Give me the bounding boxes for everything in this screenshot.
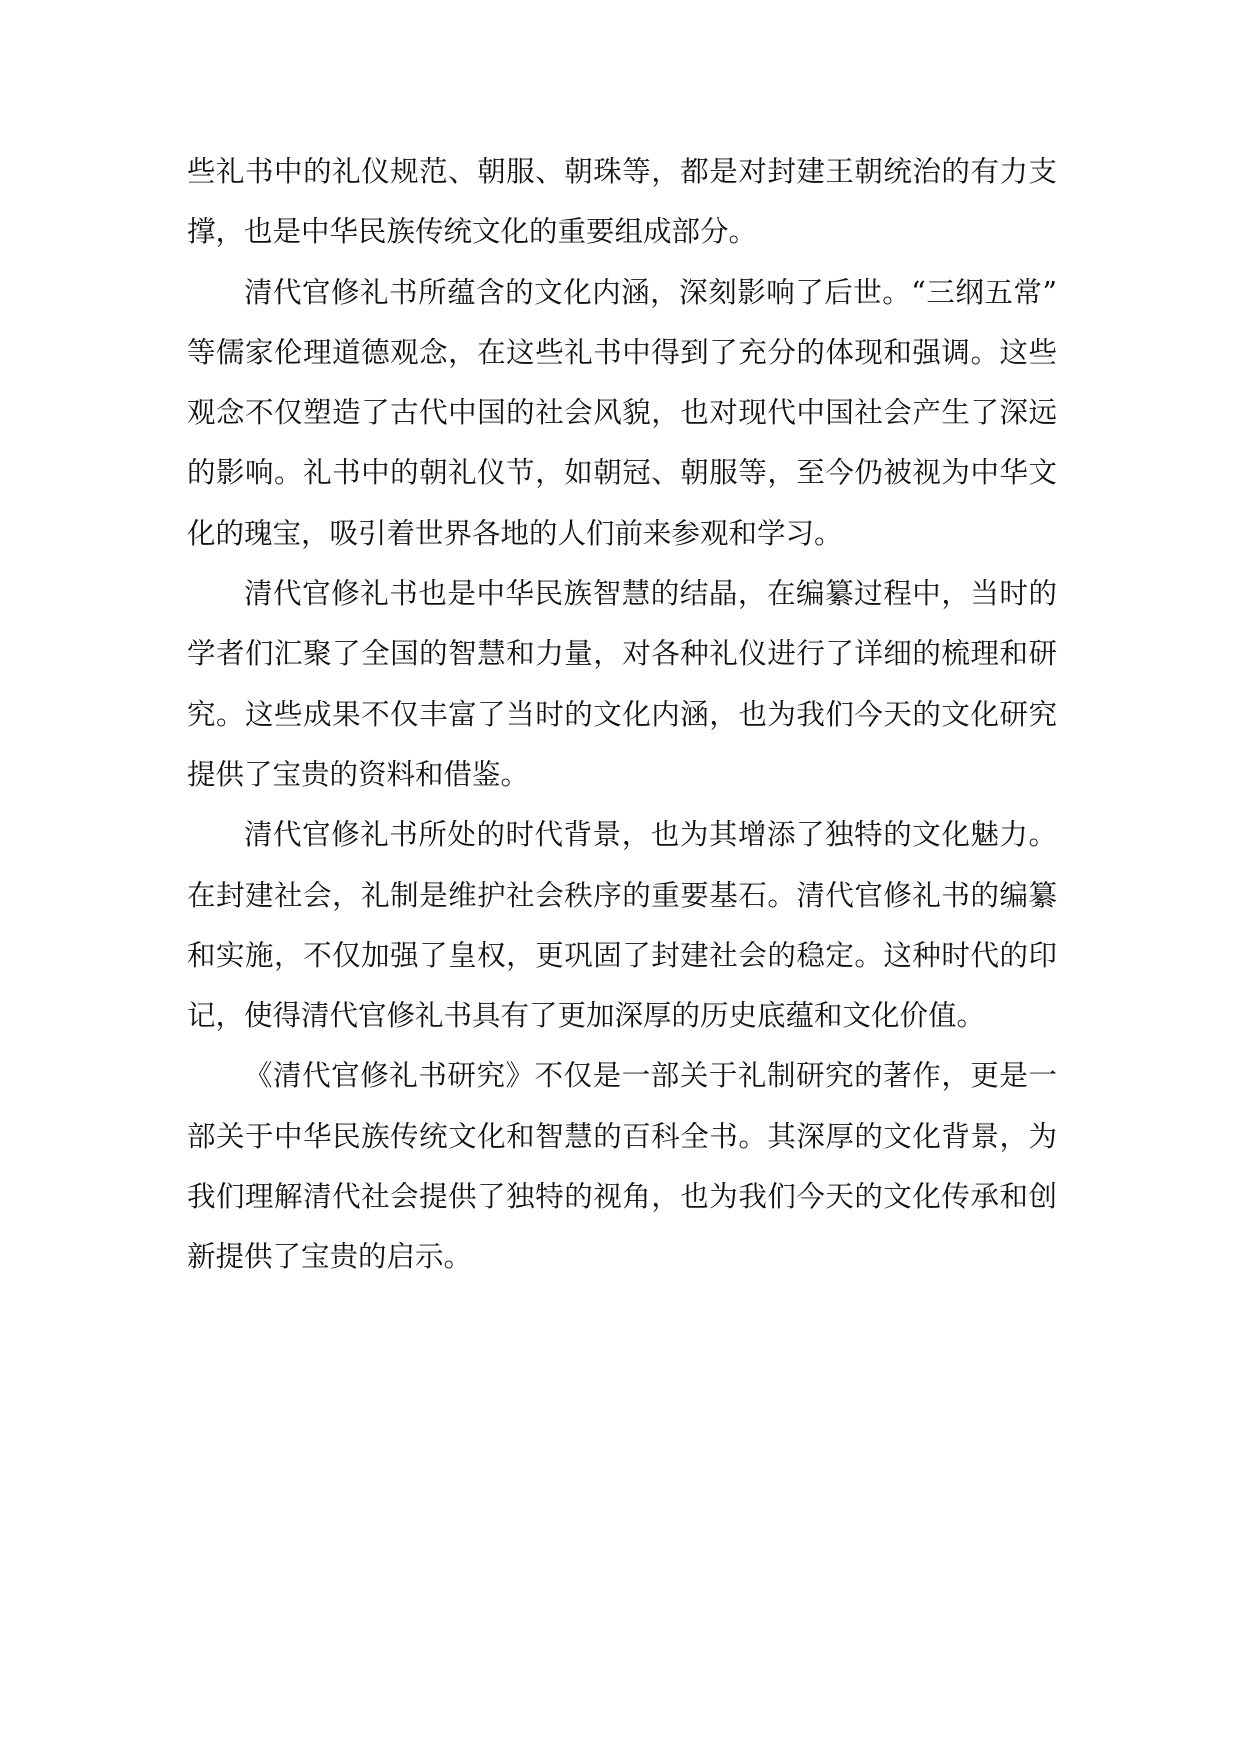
paragraph-4: 清代官修礼书所处的时代背景，也为其增添了独特的文化魅力。在封建社会，礼制是维护社会秩序的重要基石。清代官修礼书的编纂和实施，不仅加强了皇权，更巩固了封建社会的稳定。这种时代的印记，使得清代官修礼书具有了更加深厚的历史底蕴和文化价值。 bbox=[187, 818, 1057, 1033]
paragraph-2: 清代官修礼书所蕴含的文化内涵，深刻影响了后世。“三纲五常”等儒家伦理道德观念，在这些礼书中得到了充分的体现和强调。这些观念不仅塑造了古代中国的社会风貌，也对现代中国社会产生了深远的影响。礼书中的朝礼仪节，如朝冠、朝服等，至今仍被视为中华文化的瑰宝，吸引着世界各地的人们前来参观和学习。 bbox=[187, 275, 1057, 550]
paragraph-3: 清代官修礼书也是中华民族智慧的结晶，在编纂过程中，当时的学者们汇聚了全国的智慧和力量，对各种礼仪进行了详细的梳理和研究。这些成果不仅丰富了当时的文化内涵，也为我们今天的文化研究提供了宝贵的资料和借鉴。 bbox=[187, 577, 1057, 791]
paragraph-5: 《清代官修礼书研究》不仅是一部关于礼制研究的著作，更是一部关于中华民族传统文化和智慧的百科全书。其深厚的文化背景，为我们理解清代社会提供了独特的视角，也为我们今天的文化传承和创新提供了宝贵的启示。 bbox=[187, 1059, 1057, 1274]
paragraph-1: 些礼书中的礼仪规范、朝服、朝珠等，都是对封建王朝统治的有力支撑，也是中华民族传统文化的重要组成部分。 bbox=[187, 155, 1057, 249]
document-body bbox=[187, 142, 1057, 1288]
